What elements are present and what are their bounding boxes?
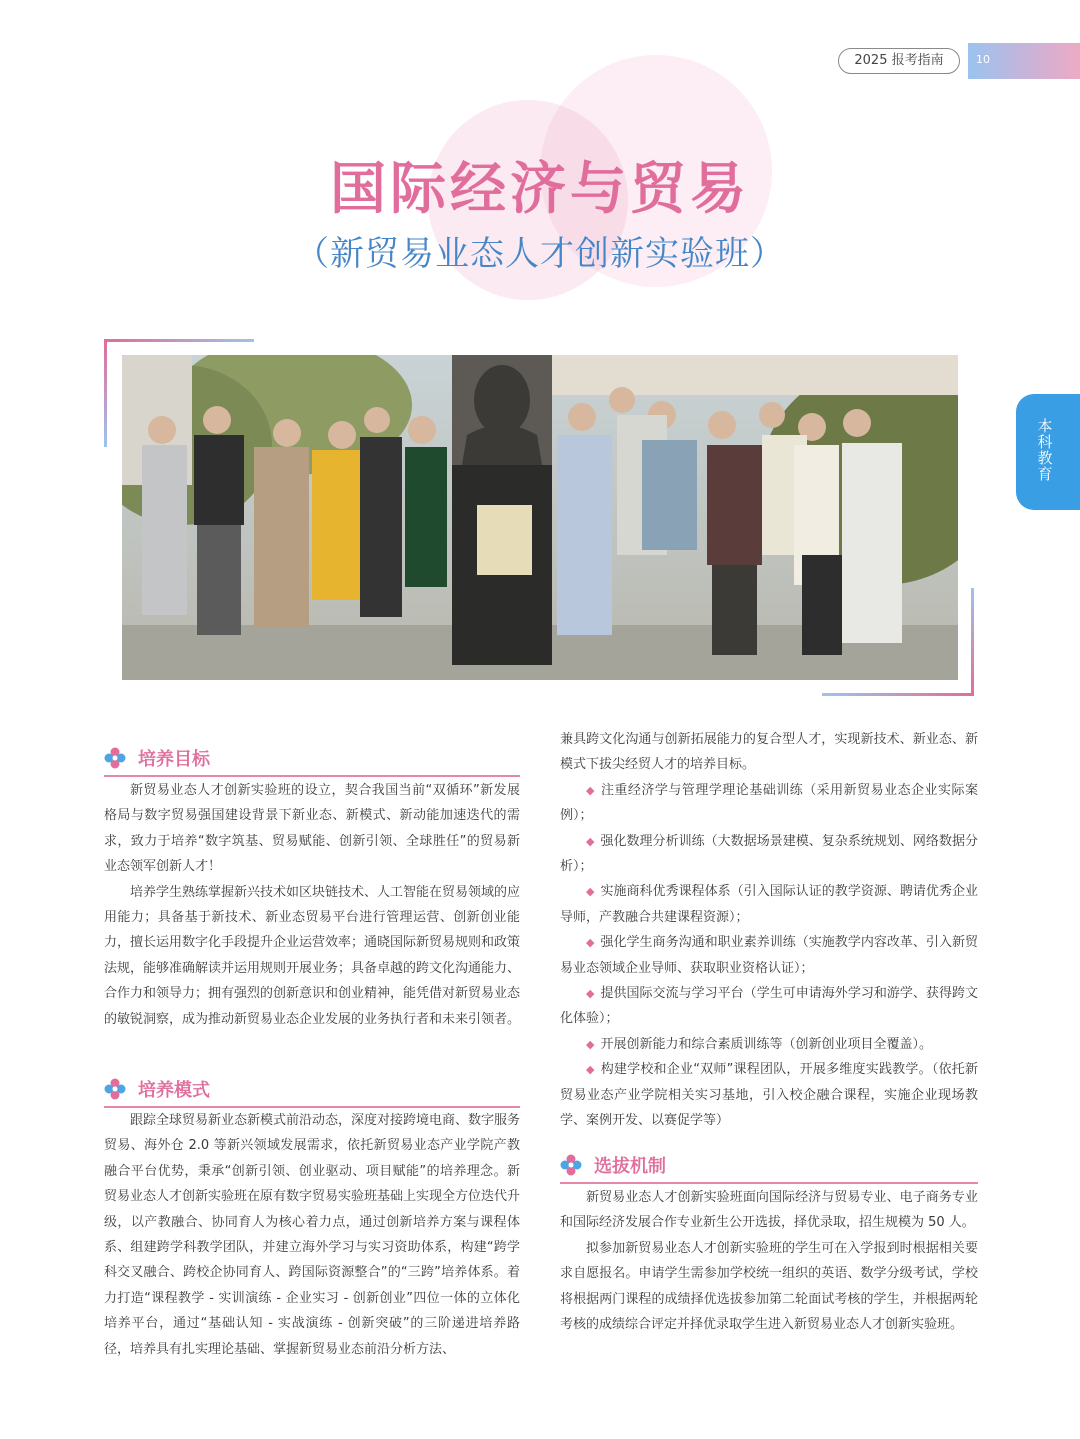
diamond-bullet-icon: ◆ bbox=[586, 783, 595, 797]
section-title-mode: 培养模式 bbox=[138, 1080, 210, 1101]
frame-corner-bottom-right-vertical bbox=[971, 588, 974, 696]
frame-corner-bottom-right bbox=[822, 693, 974, 696]
goal-paragraph-1: 新贸易业态人才创新实验班的设立，契合我国当前“双循环”新发展格局与数字贸易强国建设背景下新业态、新模式、新动能加速迭代的需求，致力于培养“数字筑基、贸易赋能、创新引领、全球胜任”的贸易新业态领军创新人才！ bbox=[104, 783, 520, 875]
frame-corner-top-left bbox=[104, 339, 254, 342]
side-tab-label: 本科教育 bbox=[1037, 417, 1053, 483]
section-header-selection bbox=[560, 1152, 978, 1184]
goal-paragraph-2: 培养学生熟练掌握新兴技术如区块链技术、人工智能在贸易领域的应用能力；具备基于新技术、新业态贸易平台进行管理运营、创新创业能力，擅长运用数字化手段提升企业运营效率；通晓国际新贸易规则和政策法规，能够准确解读并运用规则开展业务；具备卓越的跨文化沟通能力、合作力和领导力；拥有强烈的创新意识和创业精神，能凭借对新贸易业态的敏锐洞察，成为推动新贸易业态企业发展的业务执行者和未来引领者。 bbox=[104, 884, 521, 1027]
section-header-mode bbox=[104, 1076, 520, 1108]
mode-bullet-7: ◆ 构建学校和企业“双师”课程团队，开展多维度实践教学。（依托新贸易业态产业学院相关实习基地，引入校企融合课程，实施企业现场教学、案例开发、以赛促学等） bbox=[560, 1062, 978, 1129]
mode-bullet-6: ◆ 开展创新能力和综合素质训练等（创新创业项目全覆盖）。 bbox=[586, 1036, 932, 1052]
mode-continuation: 兼具跨文化沟通与创新拓展能力的复合型人才，实现新技术、新业态、新模式下拔尖经贸人才的培养目标。 bbox=[560, 732, 978, 773]
flower-icon bbox=[104, 747, 126, 769]
mode-bullet-4: ◆ 强化学生商务沟通和职业素养训练（实施教学内容改革、引入新贸易业态领域企业导师、获取职业资格认证）； bbox=[560, 935, 978, 976]
page-subtitle: （新贸易业态人才创新实验班） bbox=[295, 234, 785, 274]
page-number: 10 bbox=[976, 53, 990, 66]
section-title-selection: 选拔机制 bbox=[594, 1156, 666, 1177]
diamond-bullet-icon: ◆ bbox=[586, 885, 595, 899]
diamond-bullet-icon: ◆ bbox=[586, 987, 595, 1001]
group-photo bbox=[122, 355, 958, 680]
guide-label: 2025 报考指南 bbox=[838, 48, 960, 74]
mode-bullet-2: ◆ 强化数理分析训练（大数据场景建模、复杂系统规划、网络数据分析）； bbox=[560, 833, 978, 875]
section-title-goal: 培养目标 bbox=[138, 749, 210, 770]
mode-bullet-3: ◆ 实施商科优秀课程体系（引入国际认证的教学资源、聘请优秀企业导师，产教融合共建课程资源）； bbox=[560, 884, 978, 925]
mode-paragraph: 跟踪全球贸易新业态新模式前沿动态，深度对接跨境电商、数字服务贸易、海外仓 2.0 等新兴领域发展需求，依托新贸易业态产业学院产教融合平台优势，秉承“创新引领、创业驱动、项目赋能”的培养理念。新贸易业态人才创新实验班在原有数字贸易实验班基础上实现全方位迭代升级，以产教融合、协同育人为核心着力点，通过创新培养方案与课程体系、组建跨学科教学团队，并建立海外学习与实习资助体系，构建“跨学科交叉融合、跨校企协同育人、跨国际资源整合”的“三跨”培养体系。着力打造“课程教学 - 实训演练 - 企业实习 - 创新创业”四位一体的立体化培养平台，通过“基础认知 - 实战演练 - 创新突破”的三阶递进培养路径，培养具有扎实理论基础、掌握新贸易业态前沿分析方法、 bbox=[104, 1113, 521, 1357]
frame-corner-top-left-vertical bbox=[104, 339, 107, 447]
mode-bullet-1: ◆ 注重经济学与管理学理论基础训练（采用新贸易业态企业实际案例）； bbox=[560, 782, 978, 824]
selection-paragraph-1: 新贸易业态人才创新实验班面向国际经济与贸易专业、电子商务专业和国际经济发展合作专业新生公开选拔，择优录取，招生规模为 50 人。 bbox=[560, 1190, 978, 1231]
flower-icon bbox=[104, 1078, 126, 1100]
diamond-bullet-icon: ◆ bbox=[586, 936, 595, 950]
diamond-bullet-icon: ◆ bbox=[586, 1063, 595, 1077]
diamond-bullet-icon: ◆ bbox=[586, 834, 595, 848]
selection-paragraph-2: 拟参加新贸易业态人才创新实验班的学生可在入学报到时根据相关要求自愿报名。申请学生需参加学校统一组织的英语、数学分级考试，学校将根据两门课程的成绩择优选拔参加第二轮面试考核的学生，并根据两轮考核的成绩综合评定并择优录取学生进入新贸易业态人才创新实验班。 bbox=[560, 1240, 978, 1333]
goal-text bbox=[104, 778, 520, 1032]
mode-text-continued bbox=[560, 727, 978, 1134]
page-title: 国际经济与贸易 bbox=[330, 156, 750, 222]
mode-bullet-5: ◆ 提供国际交流与学习平台（学生可申请海外学习和游学、获得跨文化体验）； bbox=[560, 986, 978, 1027]
selection-text bbox=[560, 1185, 978, 1337]
section-header-goal bbox=[104, 745, 520, 777]
diamond-bullet-icon: ◆ bbox=[586, 1037, 595, 1051]
flower-icon bbox=[560, 1154, 582, 1176]
mode-text bbox=[104, 1108, 520, 1362]
